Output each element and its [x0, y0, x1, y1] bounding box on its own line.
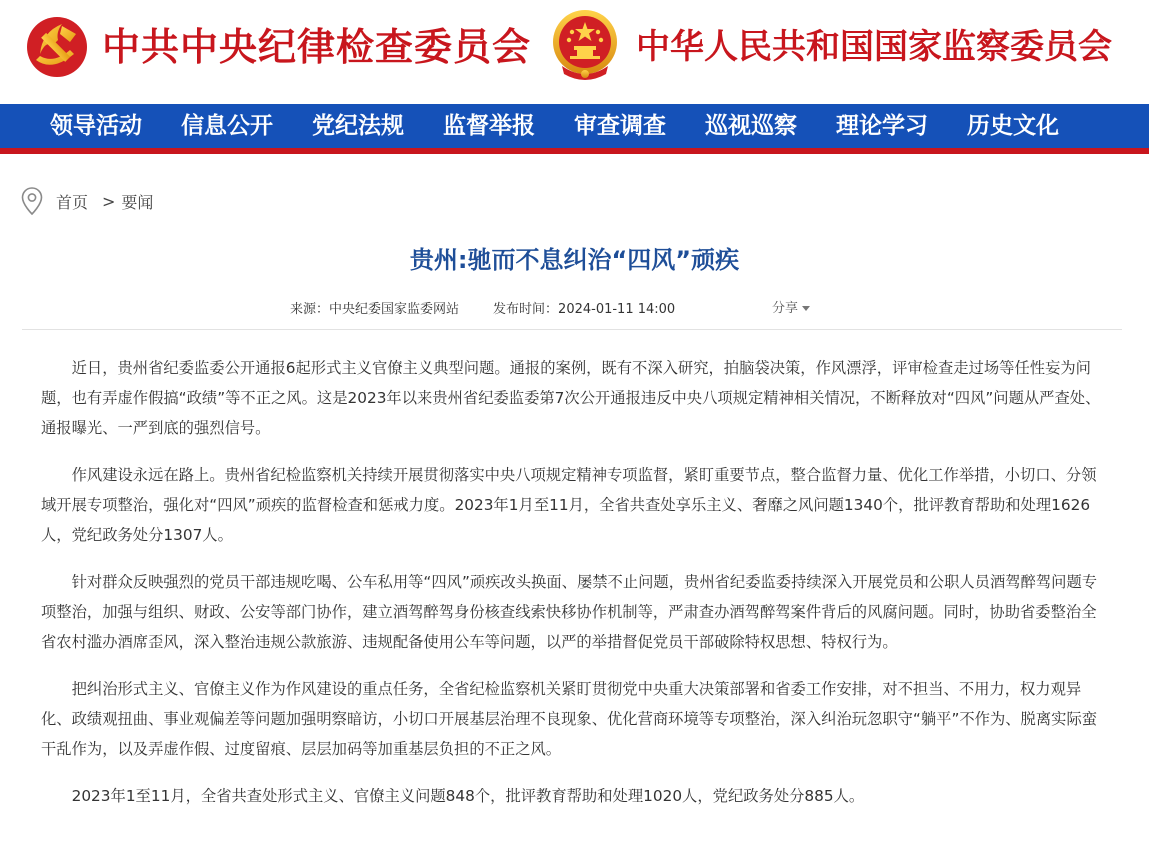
article-meta: [290, 300, 675, 320]
party-emblem-icon[interactable]: [22, 10, 92, 80]
article-body: [41, 353, 1111, 828]
breadcrumb: [20, 186, 153, 216]
brand-title-nsc[interactable]: 中华人民共和国国家监察委员会: [636, 27, 1112, 67]
share-button[interactable]: [772, 299, 810, 319]
nav-item-investigation[interactable]: 审查调查: [574, 112, 666, 139]
share-label: 分享: [772, 301, 799, 316]
publish-time-label: 发布时间：: [493, 302, 559, 317]
nav-accent-line: [0, 148, 1149, 154]
paragraph-1: 近日，贵州省纪委监委公开通报6起形式主义官僚主义典型问题。通报的案例，既有不深入研究，拍脑袋决策，作风漂浮，评审检查走过场等任性妄为问题，也有弄虚作假搞“政绩”等不正之风。这是2023年以来贵州省纪委监委第7次公开通报违反中央八项规定精神相关情况，不断释放对“四风”问题从严查处、通报曝光、一严到底的强烈信号。: [41, 359, 1101, 437]
chevron-down-icon: [802, 306, 810, 311]
nav-item-theory-study[interactable]: 理论学习: [836, 112, 928, 139]
nav-item-info-disclosure[interactable]: 信息公开: [181, 112, 273, 139]
publish-time-value: 2024-01-11 14:00: [558, 302, 676, 317]
location-pin-icon: [20, 186, 44, 216]
nav-item-regulations[interactable]: 党纪法规: [312, 112, 404, 139]
breadcrumb-home-link[interactable]: 首页: [56, 192, 89, 212]
source-label: 来源：: [290, 302, 330, 317]
nav-item-supervision-report[interactable]: 监督举报: [443, 112, 535, 139]
source-value: 中央纪委国家监委网站: [329, 302, 460, 317]
meta-divider: [22, 329, 1122, 330]
breadcrumb-current[interactable]: 要闻: [121, 192, 154, 212]
nav-item-history-culture[interactable]: 历史文化: [967, 112, 1059, 139]
nav-items: [50, 104, 1098, 148]
nav-item-inspection[interactable]: 巡视巡察: [705, 112, 797, 139]
site-header: [0, 0, 1149, 104]
paragraph-4: 把纠治形式主义、官僚主义作为作风建设的重点任务，全省纪检监察机关紧盯贯彻党中央重大决策部署和省委工作安排，对不担当、不用力，权力观异化、政绩观扭曲、事业观偏差等问题加强明察暗访，小切口开展基层治理不良现象、优化营商环境等专项整治，深入纠治玩忽职守“躺平”不作为、脱离实际蛮干乱作为，以及弄虚作假、过度留痕、层层加码等加重基层负担的不正之风。: [41, 680, 1098, 758]
national-emblem-icon[interactable]: [546, 8, 624, 84]
breadcrumb-separator: >: [102, 191, 116, 211]
nav-item-leadership[interactable]: 领导活动: [50, 112, 142, 139]
paragraph-3: 针对群众反映强烈的党员干部违规吃喝、公车私用等“四风”顽疾改头换面、屡禁不止问题，贵州省纪委监委持续深入开展党员和公职人员酒驾醉驾问题专项整治，加强与组织、财政、公安等部门协作，建立酒驾醉驾身份核查线索快移协作机制等，严肃查办酒驾醉驾案件背后的风腐问题。同时，协助省委整治全省农村滥办酒席歪风，深入整治违规公款旅游、违规配备使用公车等问题，以严的举措督促党员干部破除特权思想、特权行为。: [41, 573, 1098, 651]
paragraph-2: 作风建设永远在路上。贵州省纪检监察机关持续开展贯彻落实中央八项规定精神专项监督，紧盯重要节点，整合监督力量、优化工作举措，小切口、分领域开展专项整治，强化对“四风”顽疾的监督检查和惩戒力度。2023年1月至11月，全省共查处享乐主义、奢靡之风问题1340个，批评教育帮助和处理1626人，党纪政务处分1307人。: [41, 466, 1097, 544]
paragraph-5: 2023年1至11月，全省共查处形式主义、官僚主义问题848个，批评教育帮助和处理1020人，党纪政务处分885人。: [71, 787, 865, 805]
brand-title-ccdi[interactable]: 中共中央纪律检查委员会: [102, 24, 532, 69]
main-nav: [0, 104, 1149, 148]
article-title: 贵州:驰而不息纠治“四风”顽疾: [409, 246, 740, 274]
